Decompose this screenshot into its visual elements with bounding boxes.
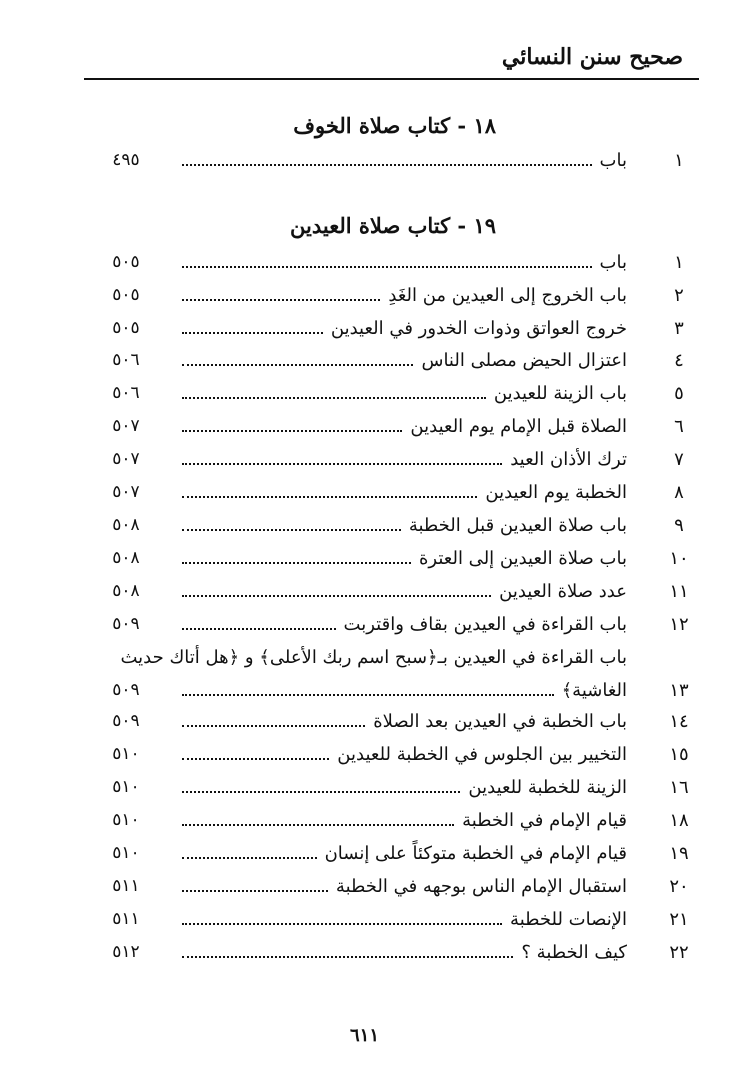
toc-entry — [79, 252, 699, 280]
toc-entry-title: الزينة للخطبة للعيدين — [468, 777, 627, 798]
toc-entry-title-block — [174, 383, 627, 405]
toc-entry — [79, 876, 699, 904]
toc-dot-leader — [182, 396, 486, 399]
toc-entry-title: الصلاة قبل الإمام يوم العيدين — [410, 416, 627, 437]
page-header: صحيح سنن النسائي — [501, 44, 683, 70]
toc-entry-number: ٨ — [674, 482, 684, 503]
toc-entry-title-line1: باب القراءة في العيدين بـ﴿سبح اسم ربك الأعلى﴾ و ﴿هل أتاك حديث — [120, 647, 627, 668]
toc-entry-title-block — [174, 350, 627, 372]
toc-entry-number: ٢١ — [669, 909, 689, 930]
toc-entry-title: قيام الإمام في الخطبة — [462, 810, 627, 831]
toc-dot-leader — [182, 561, 411, 564]
toc-dot-leader — [182, 265, 592, 268]
toc-entry-title-block — [174, 285, 627, 307]
toc-entry — [79, 285, 699, 313]
toc-entry-title: الغاشية﴾ — [561, 680, 627, 701]
toc-entry-title-block — [174, 515, 627, 537]
toc-entry — [79, 777, 699, 805]
toc-entry-title-block — [174, 744, 627, 766]
toc-entry — [79, 416, 699, 444]
section-title-2: ١٩ - كتاب صلاة العيدين — [290, 213, 496, 238]
toc-entry-page: ٥٠٥ — [112, 318, 140, 338]
toc-entry-title: استقبال الإمام الناس بوجهه في الخطبة — [335, 876, 627, 897]
toc-entry-title: باب — [599, 150, 627, 171]
toc-dot-leader — [182, 462, 502, 465]
toc-entry-number: ٥ — [674, 383, 684, 404]
header-divider — [84, 78, 699, 80]
toc-dot-leader — [182, 757, 329, 760]
toc-entry — [79, 810, 699, 838]
toc-entry-number: ٢ — [674, 285, 684, 306]
toc-dot-leader — [182, 856, 317, 859]
toc-entry — [79, 350, 699, 378]
toc-entry-title: اعتزال الحيض مصلى الناس — [421, 350, 627, 371]
toc-entry-page: ٥٠٩ — [112, 614, 140, 634]
toc-entry-title-block — [174, 581, 627, 603]
toc-entry-number: ١٣ — [669, 680, 689, 701]
toc-dot-leader — [182, 331, 323, 334]
toc-entry — [79, 581, 699, 609]
section-title-1: ١٨ - كتاب صلاة الخوف — [293, 113, 496, 138]
toc-entry-number: ٦ — [674, 416, 684, 437]
toc-entry-page: ٥٠٨ — [112, 548, 140, 568]
toc-entry-title-block — [174, 876, 627, 898]
toc-dot-leader — [182, 495, 477, 498]
toc-entry-title-block — [174, 449, 627, 471]
toc-entry — [79, 548, 699, 576]
toc-entry — [79, 744, 699, 772]
toc-entry-title-block — [174, 416, 627, 438]
toc-entry-title: الإنصات للخطبة — [510, 909, 627, 930]
toc-entry — [79, 909, 699, 937]
toc-entry-page: ٥١٠ — [112, 843, 140, 863]
toc-entry — [79, 942, 699, 970]
toc-dot-leader — [182, 693, 554, 696]
toc-entry — [79, 647, 699, 708]
toc-entry-title-block — [174, 318, 627, 340]
toc-dot-leader — [182, 594, 491, 597]
toc-entry — [79, 515, 699, 543]
toc-entry-page: ٥٠٩ — [112, 711, 140, 731]
toc-entry-title: خروج العواتق وذوات الخدور في العيدين — [330, 318, 627, 339]
toc-entry-number: ٢٠ — [669, 876, 689, 897]
toc-entry-page: ٥١٠ — [112, 810, 140, 830]
toc-entry-number: ٢٢ — [669, 942, 689, 963]
toc-entry-title-block — [174, 252, 627, 274]
toc-entry — [79, 843, 699, 871]
toc-dot-leader — [182, 955, 513, 958]
toc-entry — [79, 318, 699, 346]
toc-entry-title-block — [174, 548, 627, 570]
toc-dot-leader — [182, 298, 380, 301]
toc-entry — [79, 449, 699, 477]
toc-entry-title: باب الخروج إلى العيدين من الغَدِ — [388, 285, 627, 306]
toc-entry-number: ١٨ — [669, 810, 689, 831]
toc-entry-title: باب الخطبة في العيدين بعد الصلاة — [373, 711, 627, 732]
toc-dot-leader — [182, 528, 401, 531]
toc-entry — [79, 711, 699, 739]
toc-entry — [79, 614, 699, 642]
toc-entry-page: ٥٠٧ — [112, 482, 140, 502]
toc-entry-title: ترك الأذان العيد — [510, 449, 627, 470]
toc-entry-title-block — [174, 614, 627, 636]
toc-entry-number: ١٥ — [669, 744, 689, 765]
toc-dot-leader — [182, 823, 454, 826]
toc-entry-title-block — [174, 680, 627, 702]
toc-entry-number: ٣ — [674, 318, 684, 339]
toc-entry — [79, 383, 699, 411]
toc-entry-title-block — [174, 942, 627, 964]
toc-entry-title-block — [174, 909, 627, 931]
toc-entry-number: ١ — [674, 150, 684, 171]
toc-entry-title: باب الزينة للعيدين — [493, 383, 627, 404]
toc-entry-number: ١٠ — [669, 548, 689, 569]
toc-dot-leader — [182, 889, 328, 892]
toc-entry-page: ٥٠٨ — [112, 581, 140, 601]
toc-entry-number: ١١ — [669, 581, 689, 602]
toc-entry-number: ١٤ — [669, 711, 689, 732]
toc-entry-title: كيف الخطبة ؟ — [521, 942, 627, 963]
toc-entry-number: ١ — [674, 252, 684, 273]
toc-entry-page: ٥١٠ — [112, 744, 140, 764]
toc-entry-page: ٥٠٨ — [112, 515, 140, 535]
toc-dot-leader — [182, 724, 365, 727]
toc-entry-page: ٥٠٥ — [112, 252, 140, 272]
toc-entry-title: باب صلاة العيدين إلى العترة — [419, 548, 627, 569]
toc-entry-title: الخطبة يوم العيدين — [485, 482, 627, 503]
toc-dot-leader — [182, 790, 460, 793]
toc-entry-page: ٥٠٦ — [112, 383, 140, 403]
toc-entry-number: ٩ — [674, 515, 684, 536]
toc-entry-page: ٥٠٥ — [112, 285, 140, 305]
toc-entry-page: ٥٠٧ — [112, 416, 140, 436]
toc-entry-title: التخيير بين الجلوس في الخطبة للعيدين — [337, 744, 627, 765]
toc-entry-title: قيام الإمام في الخطبة متوكئاً على إنسان — [324, 843, 627, 864]
toc-entry-page: ٥١٢ — [112, 942, 140, 962]
toc-entry-page: ٤٩٥ — [112, 150, 140, 170]
toc-entry-title: باب — [599, 252, 627, 273]
toc-entry-page: ٥٠٧ — [112, 449, 140, 469]
toc-dot-leader — [182, 429, 402, 432]
toc-entry-page: ٥١٠ — [112, 777, 140, 797]
toc-entry-title: باب صلاة العيدين قبل الخطبة — [408, 515, 627, 536]
toc-entry-title-block — [174, 711, 627, 733]
toc-dot-leader — [182, 627, 336, 630]
toc-entry-page: ٥١١ — [112, 876, 140, 896]
toc-entry-title-block — [174, 810, 627, 832]
toc-dot-leader — [182, 922, 502, 925]
toc-entry-title-block — [174, 150, 627, 172]
toc-entry-page: ٥١١ — [112, 909, 140, 929]
toc-entry-title: باب القراءة في العيدين بقاف واقتربت — [343, 614, 627, 635]
toc-entry-page: ٥٠٩ — [112, 680, 140, 700]
toc-entry-title: عدد صلاة العيدين — [499, 581, 627, 602]
toc-entry-number: ٤ — [674, 350, 684, 371]
toc-entry-number: ١٢ — [669, 614, 689, 635]
toc-entry — [79, 150, 699, 178]
toc-entry-number: ٧ — [674, 449, 684, 470]
toc-entry-number: ١٩ — [669, 843, 689, 864]
page-number: ٦١١ — [349, 1025, 379, 1046]
toc-dot-leader — [182, 363, 413, 366]
toc-entry-page: ٥٠٦ — [112, 350, 140, 370]
toc-entry-title-block — [174, 777, 627, 799]
toc-dot-leader — [182, 163, 592, 166]
toc-entry-title-block — [174, 482, 627, 504]
toc-entry-title-block — [174, 843, 627, 865]
toc-entry-number: ١٦ — [669, 777, 689, 798]
toc-entry — [79, 482, 699, 510]
